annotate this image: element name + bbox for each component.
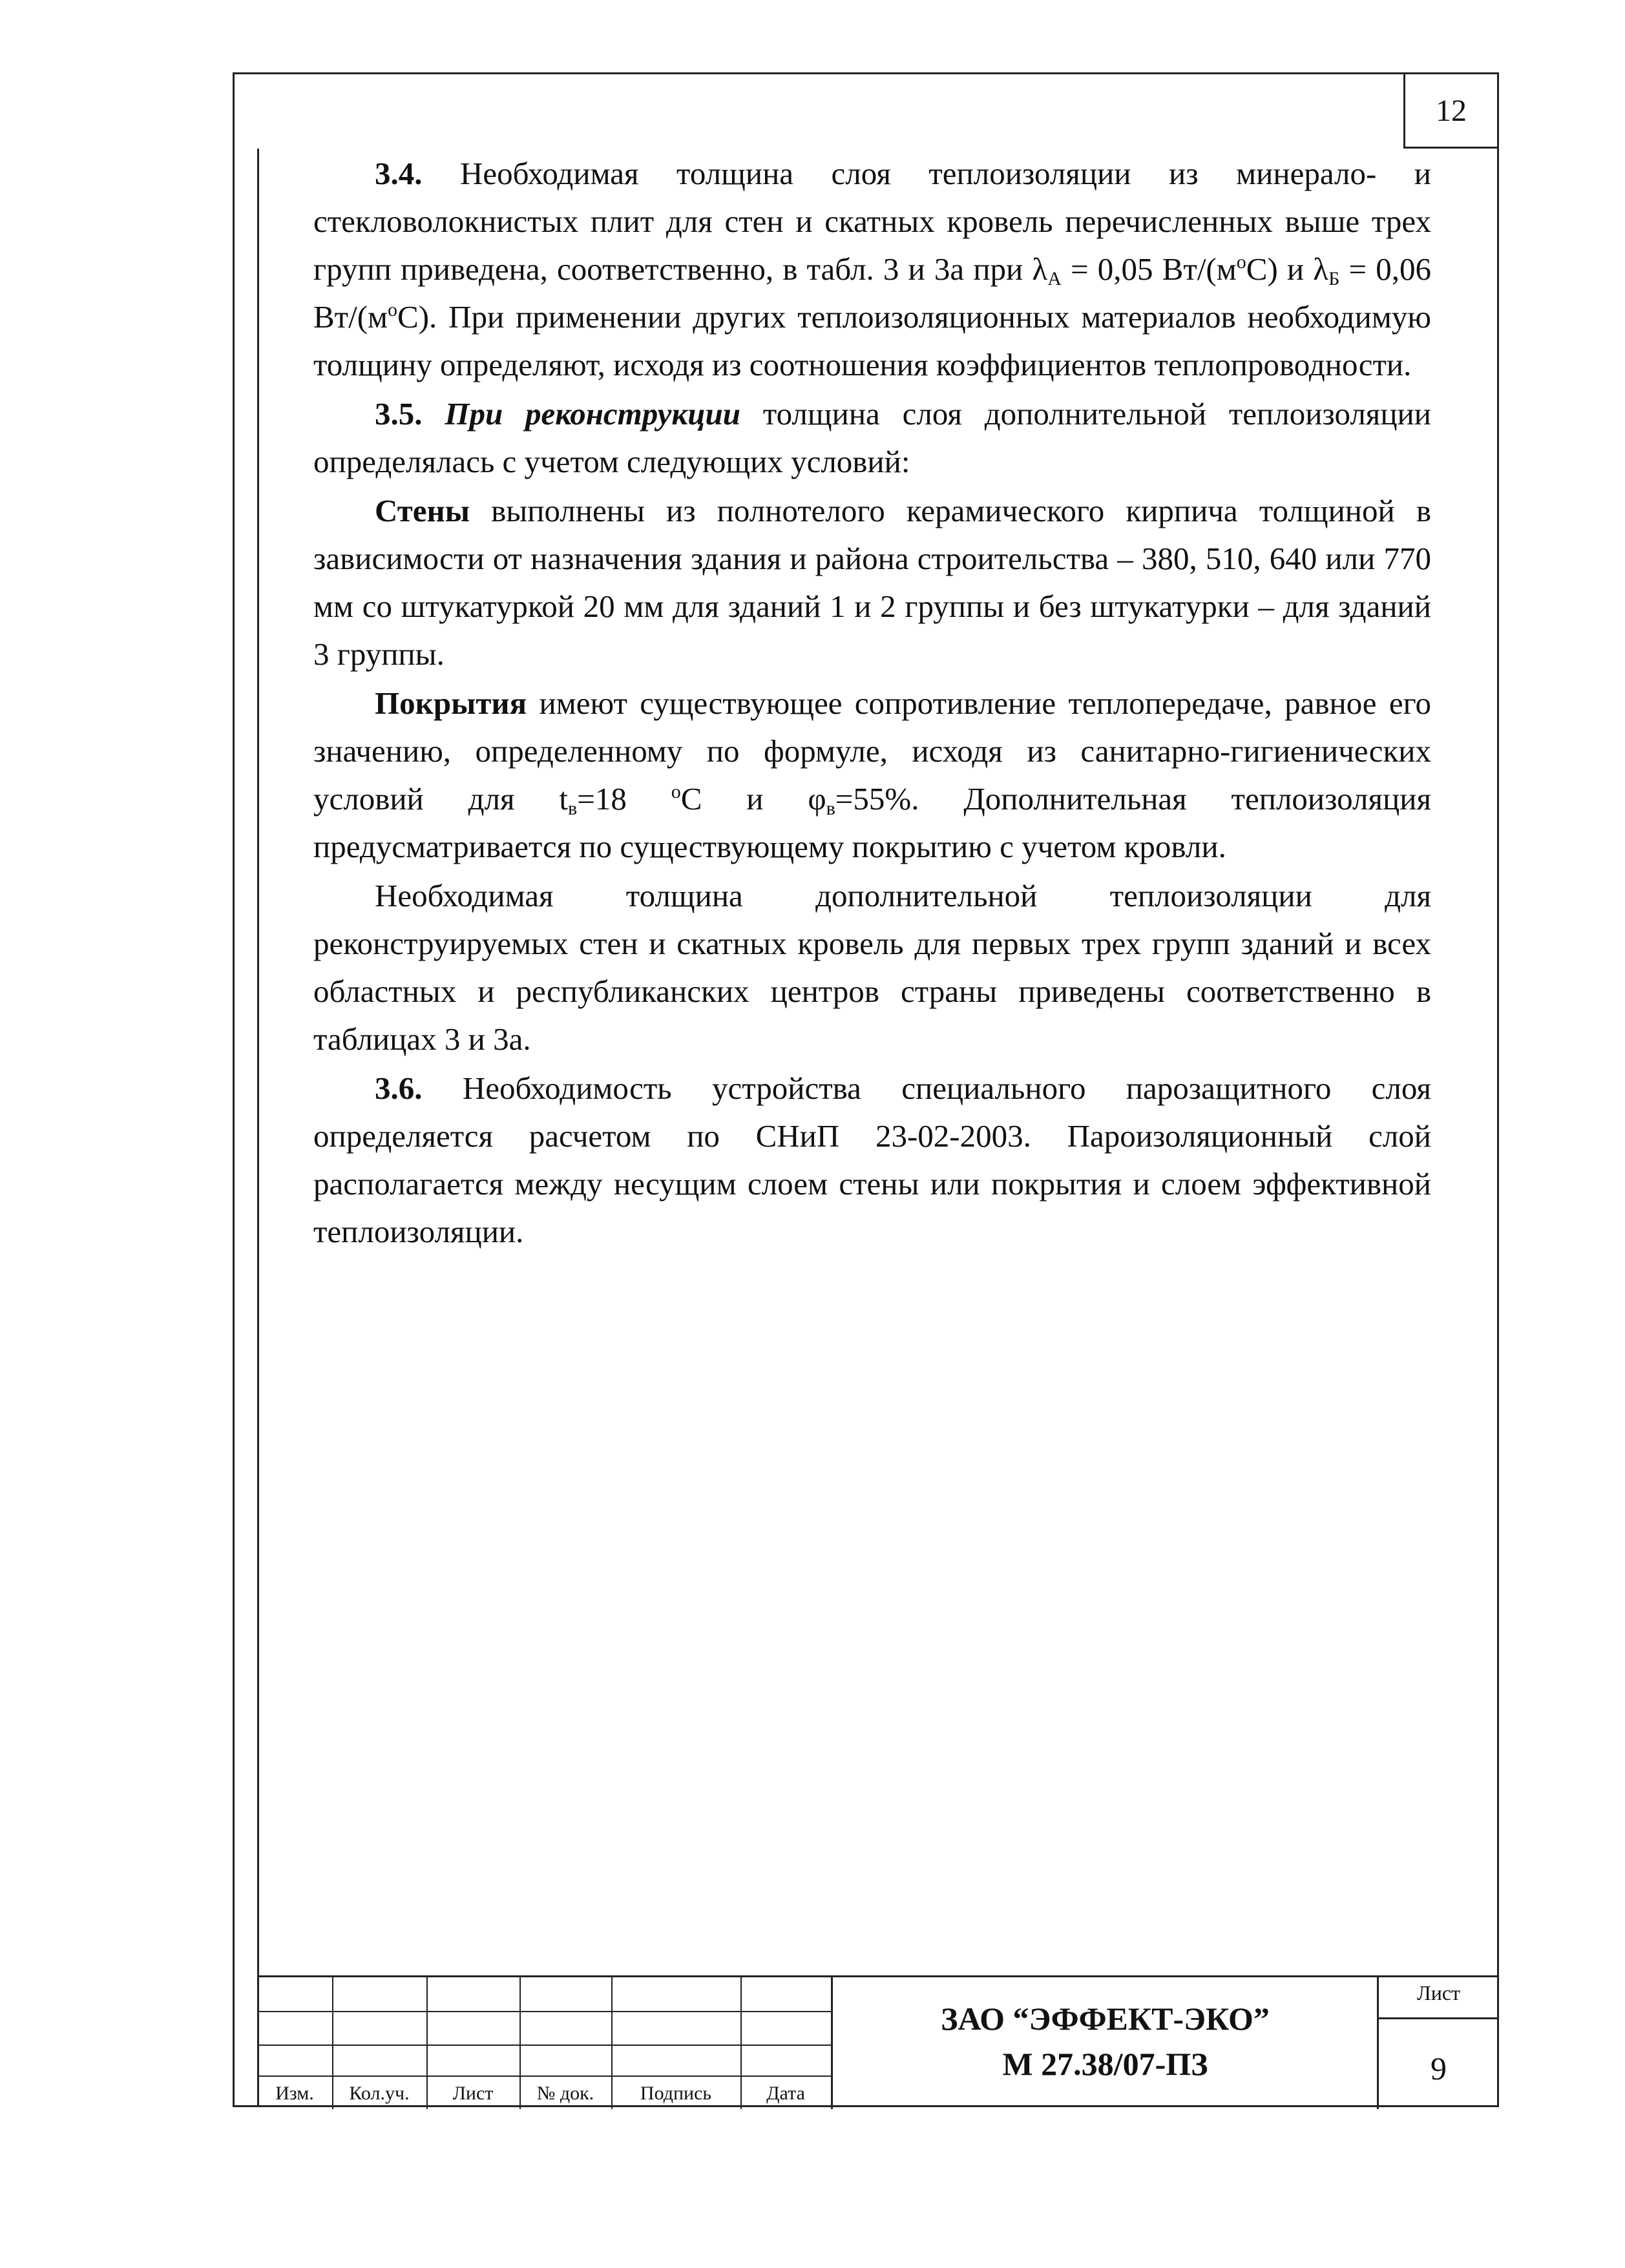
col-signature: Подпись [640, 2083, 712, 2104]
col-doc-no: № док. [536, 2083, 594, 2104]
paragraph-walls: Стены выполнены из полнотелого керамического кирпича толщиной в зависимости от назначения здания и района строительства – 380, 510, 640 или 770 мм со штукатуркой 20 мм для зданий 1 и 2 группы и без штукатурки – для зданий 3 группы. [313, 493, 1431, 672]
paragraph-roof: Покрытия имеют существующее сопротивление теплопередаче, равное его значению, определенному по формуле, исходя из санитарно-гигиенических условий для $t_в=18$ $^о$С и $\varphi_в=55\%$. Дополнительная теплоизоляция предусматривается по существующему покрытию с учетом кровли. [313, 685, 1432, 864]
col-izm: Изм. [275, 2083, 314, 2104]
section-number: 3.6. [375, 1070, 423, 1106]
col-list: Лист [452, 2083, 494, 2104]
paragraph-3-6: 3.6. Необходимость устройства специального парозащитного слоя определяется расчетом по СНиП 23-02-2003. Пароизоляционный слой располагается между несущим слоем стены или покрытия и слоем эффективной теплоизоляции. [313, 1070, 1431, 1249]
col-date: Дата [766, 2083, 805, 2104]
sheet-label: Лист [1416, 1981, 1460, 2004]
organization-name: ЗАО “ЭФФЕКТ-ЭКО” [941, 2001, 1270, 2037]
sheet-number: 9 [1431, 2050, 1447, 2086]
document-body [313, 150, 1431, 1256]
paragraph-3-5: 3.5. При реконструкции толщина слоя дополнительной теплоизоляции определялась с учетом следующих условий: [313, 396, 1432, 479]
title-block [257, 1975, 1499, 2109]
page-number: 12 [1403, 72, 1499, 149]
document-code: М 27.38/07-ПЗ [1002, 2046, 1208, 2082]
col-kol-uch: Кол.уч. [349, 2083, 410, 2104]
sheet-cell [1378, 1977, 1499, 2109]
paragraph-thickness: Необходимая толщина дополнительной теплоизоляции для реконструируемых стен и скатных кровель для первых трех групп зданий и всех областных и республиканских центров страны приведены соответственно в таблицах 3 и 3а. [313, 878, 1431, 1057]
section-number: 3.5. [375, 396, 423, 432]
revision-table [257, 1977, 832, 2109]
section-number: 3.4. [375, 156, 423, 191]
title-block-caption [832, 1977, 1378, 2109]
paragraph-3-4: 3.4. Необходимая толщина слоя теплоизоляции из минерало- и стекловолокнистых плит для стен и скатных кровель перечисленных выше трех групп приведена, соответственно, в табл. 3 и 3а при $\lambda_А = 0,05$ $Вт/(м^оС)$ и $\lambda_Б = 0,06$ $Вт/(м^оС)$. При применении других теплоизоляционных материалов необходимую толщину определяют, исходя из соотношения коэффициентов теплопроводности. [313, 156, 1432, 382]
